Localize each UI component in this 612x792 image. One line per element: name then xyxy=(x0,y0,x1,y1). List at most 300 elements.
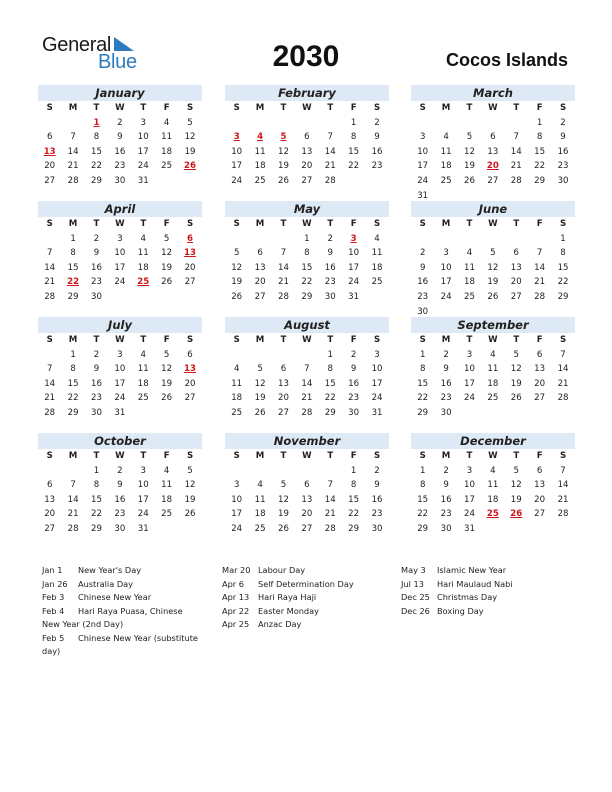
day: 23 xyxy=(417,291,429,302)
weekday-label: S xyxy=(46,335,53,345)
day: 8 xyxy=(419,364,426,375)
day: 25 xyxy=(161,161,173,172)
weekday-label: T xyxy=(327,451,334,461)
month-title: August xyxy=(225,317,389,333)
empty-day xyxy=(38,116,61,131)
weekday-label: F xyxy=(536,219,543,229)
day: 3 xyxy=(419,132,426,143)
weekday-label: M xyxy=(255,103,265,113)
day: 23 xyxy=(371,161,383,172)
day-grid xyxy=(38,333,202,421)
day: 3 xyxy=(140,117,146,128)
day: 18 xyxy=(464,277,475,288)
logo-text-general: General xyxy=(42,34,112,56)
weekday-label: S xyxy=(233,219,240,229)
day: 12 xyxy=(254,378,266,389)
day: 1 xyxy=(350,117,357,128)
day: 31 xyxy=(137,175,149,186)
day-grid xyxy=(411,217,575,319)
day: 3 xyxy=(233,480,240,491)
day: 23 xyxy=(114,161,126,172)
day: 12 xyxy=(161,248,173,259)
empty-day xyxy=(411,116,434,131)
holiday-name: Australia Day xyxy=(78,578,133,589)
day: 5 xyxy=(187,465,193,476)
months-grid xyxy=(38,85,576,535)
day: 25 xyxy=(137,393,149,404)
weekday-label: S xyxy=(373,451,381,461)
holiday-day: 3 xyxy=(350,233,357,244)
day-grid xyxy=(411,449,575,537)
day: 8 xyxy=(560,248,566,259)
weekday-label: W xyxy=(302,335,312,345)
day: 2 xyxy=(443,349,449,360)
day: 31 xyxy=(114,407,126,418)
day: 21 xyxy=(301,393,313,404)
day: 19 xyxy=(254,393,266,404)
day: 29 xyxy=(348,523,360,534)
month-september xyxy=(411,317,575,421)
weekday-label: M xyxy=(68,335,78,345)
weekday-label: F xyxy=(163,335,170,345)
day: 10 xyxy=(440,262,452,273)
day: 11 xyxy=(231,378,243,389)
day: 26 xyxy=(487,291,499,302)
day: 20 xyxy=(184,378,196,389)
day-grid xyxy=(411,101,575,203)
holiday-item xyxy=(401,578,561,592)
day: 20 xyxy=(278,393,289,404)
day: 10 xyxy=(348,248,360,259)
day: 29 xyxy=(417,523,429,534)
weekday-label: T xyxy=(280,219,287,229)
holiday-name: Boxing Day xyxy=(437,605,484,616)
day: 25 xyxy=(487,393,499,404)
weekday-label: T xyxy=(327,335,334,345)
day: 13 xyxy=(534,364,546,375)
holiday-date: Dec 25 xyxy=(401,592,430,602)
month-january xyxy=(38,85,202,189)
day: 29 xyxy=(417,407,429,418)
day: 19 xyxy=(231,277,243,288)
day: 17 xyxy=(464,494,475,505)
weekday-label: T xyxy=(466,335,473,345)
day: 9 xyxy=(327,248,333,259)
day: 18 xyxy=(231,393,243,404)
empty-day xyxy=(481,116,504,131)
day: 11 xyxy=(464,262,475,273)
day: 26 xyxy=(464,175,475,186)
day: 20 xyxy=(534,378,546,389)
day: 21 xyxy=(324,509,336,520)
weekday-label: F xyxy=(350,451,357,461)
month-title: April xyxy=(38,201,202,217)
day: 28 xyxy=(44,407,56,418)
day: 30 xyxy=(371,523,383,534)
day: 29 xyxy=(67,291,79,302)
weekday-label: T xyxy=(280,103,287,113)
day: 6 xyxy=(536,465,543,476)
weekday-label: W xyxy=(488,103,498,113)
day: 28 xyxy=(301,407,313,418)
empty-day xyxy=(319,116,342,131)
weekday-label: M xyxy=(68,219,78,229)
holiday-date: Jan 1 xyxy=(42,565,63,575)
day: 6 xyxy=(257,248,263,259)
day: 26 xyxy=(184,509,196,520)
day: 4 xyxy=(233,364,240,375)
logo-flag-icon xyxy=(114,37,134,51)
day: 12 xyxy=(231,262,243,273)
day: 10 xyxy=(464,364,475,375)
day: 1 xyxy=(327,349,333,360)
day: 23 xyxy=(440,509,452,520)
day: 17 xyxy=(114,262,126,273)
holiday-date: Apr 25 xyxy=(222,619,250,629)
weekday-label: T xyxy=(93,219,100,229)
weekday-label: T xyxy=(140,335,147,345)
day: 9 xyxy=(374,480,380,491)
weekday-label: F xyxy=(163,219,170,229)
day: 13 xyxy=(510,262,522,273)
weekday-label: S xyxy=(419,451,426,461)
day: 12 xyxy=(464,146,475,157)
day: 29 xyxy=(91,523,102,534)
day: 5 xyxy=(163,233,170,244)
empty-day xyxy=(481,232,504,247)
holiday-day: 25 xyxy=(486,509,499,520)
weekday-label: T xyxy=(327,103,334,113)
weekday-label: T xyxy=(466,103,473,113)
day: 4 xyxy=(443,132,449,143)
day: 10 xyxy=(231,494,243,505)
day: 9 xyxy=(117,480,123,491)
day: 24 xyxy=(137,161,149,172)
weekday-label: S xyxy=(46,219,53,229)
day: 30 xyxy=(91,291,102,302)
weekday-label: M xyxy=(68,451,78,461)
month-title: January xyxy=(38,85,202,101)
day: 18 xyxy=(254,509,266,520)
day: 19 xyxy=(510,494,522,505)
day-grid xyxy=(225,217,389,305)
day: 7 xyxy=(327,480,333,491)
day: 11 xyxy=(254,146,266,157)
day: 26 xyxy=(161,393,173,404)
day: 8 xyxy=(93,480,100,491)
day-grid xyxy=(225,101,389,189)
day: 10 xyxy=(231,146,243,157)
day: 15 xyxy=(67,262,79,273)
holiday-name: Anzac Day xyxy=(258,619,302,629)
day: 26 xyxy=(161,277,173,288)
day: 2 xyxy=(560,117,566,128)
day: 1 xyxy=(419,349,426,360)
day: 27 xyxy=(254,291,266,302)
day: 7 xyxy=(560,465,566,476)
day: 15 xyxy=(534,146,546,157)
day: 10 xyxy=(464,480,475,491)
day: 29 xyxy=(67,407,79,418)
day: 23 xyxy=(91,277,102,288)
holiday-name: Easter Monday xyxy=(258,605,319,616)
weekday-label: F xyxy=(163,103,170,113)
weekday-label: W xyxy=(488,451,498,461)
weekday-label: S xyxy=(186,451,194,461)
day: 7 xyxy=(327,132,333,143)
day: 15 xyxy=(557,262,569,273)
month-title: February xyxy=(225,85,389,101)
logo-text-blue: Blue xyxy=(98,51,137,73)
day: 2 xyxy=(327,233,333,244)
day: 28 xyxy=(67,175,79,186)
weekday-label: W xyxy=(302,103,312,113)
empty-day xyxy=(61,464,84,479)
day: 12 xyxy=(184,480,196,491)
weekday-label: W xyxy=(115,335,125,345)
holiday-name: Chinese New Year xyxy=(78,592,152,602)
day: 19 xyxy=(464,161,475,172)
holiday-item xyxy=(222,578,387,592)
day: 8 xyxy=(70,248,76,259)
holiday-name: Hari Maulaud Nabi xyxy=(437,578,513,589)
holiday-day: 1 xyxy=(93,117,100,128)
weekday-label: M xyxy=(441,103,451,113)
day: 24 xyxy=(440,291,452,302)
holiday-day: 4 xyxy=(257,132,264,143)
weekday-label: T xyxy=(93,451,100,461)
day: 18 xyxy=(161,146,173,157)
day: 15 xyxy=(417,494,429,505)
holiday-item xyxy=(401,605,561,619)
day: 16 xyxy=(440,494,452,505)
day: 30 xyxy=(440,407,452,418)
day: 16 xyxy=(114,494,126,505)
day: 8 xyxy=(350,480,357,491)
day: 25 xyxy=(440,175,452,186)
day: 14 xyxy=(44,378,56,389)
day: 11 xyxy=(487,364,499,375)
empty-day xyxy=(295,464,318,479)
day: 5 xyxy=(490,248,496,259)
day: 13 xyxy=(278,378,289,389)
weekday-label: T xyxy=(513,219,520,229)
day: 6 xyxy=(304,132,310,143)
day: 17 xyxy=(231,161,243,172)
day: 24 xyxy=(231,175,243,186)
day: 26 xyxy=(510,393,522,404)
day: 6 xyxy=(46,132,53,143)
weekday-label: S xyxy=(233,103,240,113)
day: 27 xyxy=(534,393,546,404)
empty-day xyxy=(458,116,481,131)
empty-day xyxy=(38,232,61,247)
empty-day xyxy=(38,464,61,479)
weekday-label: S xyxy=(559,103,567,113)
empty-day xyxy=(434,232,457,247)
weekday-label: F xyxy=(536,451,543,461)
day: 8 xyxy=(536,132,543,143)
day: 6 xyxy=(280,364,287,375)
day: 1 xyxy=(70,349,76,360)
empty-day xyxy=(248,464,271,479)
day: 21 xyxy=(67,509,79,520)
day: 1 xyxy=(419,465,426,476)
day: 2 xyxy=(117,117,123,128)
day: 20 xyxy=(510,277,522,288)
day: 23 xyxy=(371,509,383,520)
day: 13 xyxy=(44,494,56,505)
empty-day xyxy=(411,232,434,247)
empty-day xyxy=(248,116,271,131)
holiday-date: Feb 3 xyxy=(42,592,65,602)
holiday-day: 13 xyxy=(184,364,197,375)
weekday-label: S xyxy=(186,219,194,229)
day: 28 xyxy=(44,291,56,302)
day: 3 xyxy=(140,465,146,476)
day-grid xyxy=(225,333,389,421)
day: 30 xyxy=(114,523,126,534)
weekday-label: W xyxy=(488,219,498,229)
day: 23 xyxy=(557,161,569,172)
month-july xyxy=(38,317,202,421)
month-title: September xyxy=(411,317,575,333)
day: 15 xyxy=(348,146,360,157)
weekday-label: T xyxy=(513,335,520,345)
day: 4 xyxy=(163,117,170,128)
holiday-date: Jul 13 xyxy=(401,578,424,589)
empty-day xyxy=(225,116,248,131)
day: 19 xyxy=(278,509,289,520)
day: 13 xyxy=(534,480,546,491)
day: 11 xyxy=(254,494,266,505)
day: 14 xyxy=(324,146,336,157)
day: 25 xyxy=(371,277,383,288)
day-grid xyxy=(38,101,202,189)
day-grid xyxy=(225,449,389,537)
month-october xyxy=(38,433,202,537)
day: 9 xyxy=(560,132,566,143)
month-june xyxy=(411,201,575,319)
empty-day xyxy=(295,348,318,363)
day: 7 xyxy=(70,132,76,143)
day: 2 xyxy=(93,233,100,244)
day: 27 xyxy=(301,523,313,534)
weekday-label: M xyxy=(441,335,451,345)
day: 4 xyxy=(163,465,170,476)
day: 12 xyxy=(510,364,522,375)
day: 17 xyxy=(114,378,126,389)
weekday-label: S xyxy=(559,451,567,461)
day: 10 xyxy=(114,248,126,259)
month-title: May xyxy=(225,201,389,217)
weekday-label: F xyxy=(536,335,543,345)
weekday-label: W xyxy=(115,451,125,461)
empty-day xyxy=(61,116,84,131)
holiday-day: 13 xyxy=(184,248,197,259)
day: 25 xyxy=(161,509,173,520)
weekday-label: S xyxy=(373,335,381,345)
day: 12 xyxy=(278,494,289,505)
weekday-label: M xyxy=(441,451,451,461)
day: 15 xyxy=(301,262,313,273)
day: 22 xyxy=(417,509,429,520)
day: 23 xyxy=(324,277,336,288)
day: 3 xyxy=(117,233,123,244)
day: 7 xyxy=(513,132,519,143)
month-april xyxy=(38,201,202,305)
day: 14 xyxy=(510,146,522,157)
month-title: July xyxy=(38,317,202,333)
day: 20 xyxy=(44,509,56,520)
holiday-day: 26 xyxy=(510,509,523,520)
day: 7 xyxy=(70,480,76,491)
empty-day xyxy=(272,348,295,363)
empty-day xyxy=(505,116,528,131)
holiday-item xyxy=(42,564,202,578)
day: 29 xyxy=(324,407,336,418)
day: 12 xyxy=(510,480,522,491)
day-grid xyxy=(411,333,575,421)
day: 23 xyxy=(440,393,452,404)
holiday-column xyxy=(42,564,202,659)
holiday-date: Apr 13 xyxy=(222,592,250,602)
day: 29 xyxy=(557,291,569,302)
day: 16 xyxy=(91,262,102,273)
weekday-label: T xyxy=(140,219,147,229)
holiday-item xyxy=(42,578,202,592)
day: 27 xyxy=(184,393,196,404)
weekday-label: M xyxy=(441,219,451,229)
day: 6 xyxy=(536,349,543,360)
day: 3 xyxy=(117,349,123,360)
day: 28 xyxy=(510,175,522,186)
day: 30 xyxy=(91,407,102,418)
day: 20 xyxy=(44,161,56,172)
day: 24 xyxy=(464,509,475,520)
weekday-label: S xyxy=(419,335,426,345)
day: 1 xyxy=(350,465,357,476)
weekday-label: S xyxy=(46,103,53,113)
day: 17 xyxy=(417,161,429,172)
holiday-date: Dec 26 xyxy=(401,605,430,616)
day: 3 xyxy=(466,465,473,476)
day: 5 xyxy=(280,480,287,491)
day: 8 xyxy=(93,132,100,143)
month-title: December xyxy=(411,433,575,449)
day: 18 xyxy=(371,262,383,273)
empty-day xyxy=(458,232,481,247)
day: 24 xyxy=(348,277,360,288)
day: 8 xyxy=(350,132,357,143)
day: 2 xyxy=(350,349,357,360)
month-august xyxy=(225,317,389,421)
day: 20 xyxy=(254,277,266,288)
day: 15 xyxy=(91,494,102,505)
day: 16 xyxy=(371,494,383,505)
weekday-label: T xyxy=(280,335,287,345)
day: 21 xyxy=(67,161,79,172)
day: 5 xyxy=(257,364,263,375)
empty-day xyxy=(272,232,295,247)
day: 6 xyxy=(304,480,310,491)
day: 7 xyxy=(536,248,543,259)
day: 25 xyxy=(231,407,243,418)
day: 29 xyxy=(301,291,313,302)
day: 22 xyxy=(348,161,360,172)
day: 4 xyxy=(257,480,263,491)
holiday-date: Feb 5 xyxy=(42,632,65,643)
